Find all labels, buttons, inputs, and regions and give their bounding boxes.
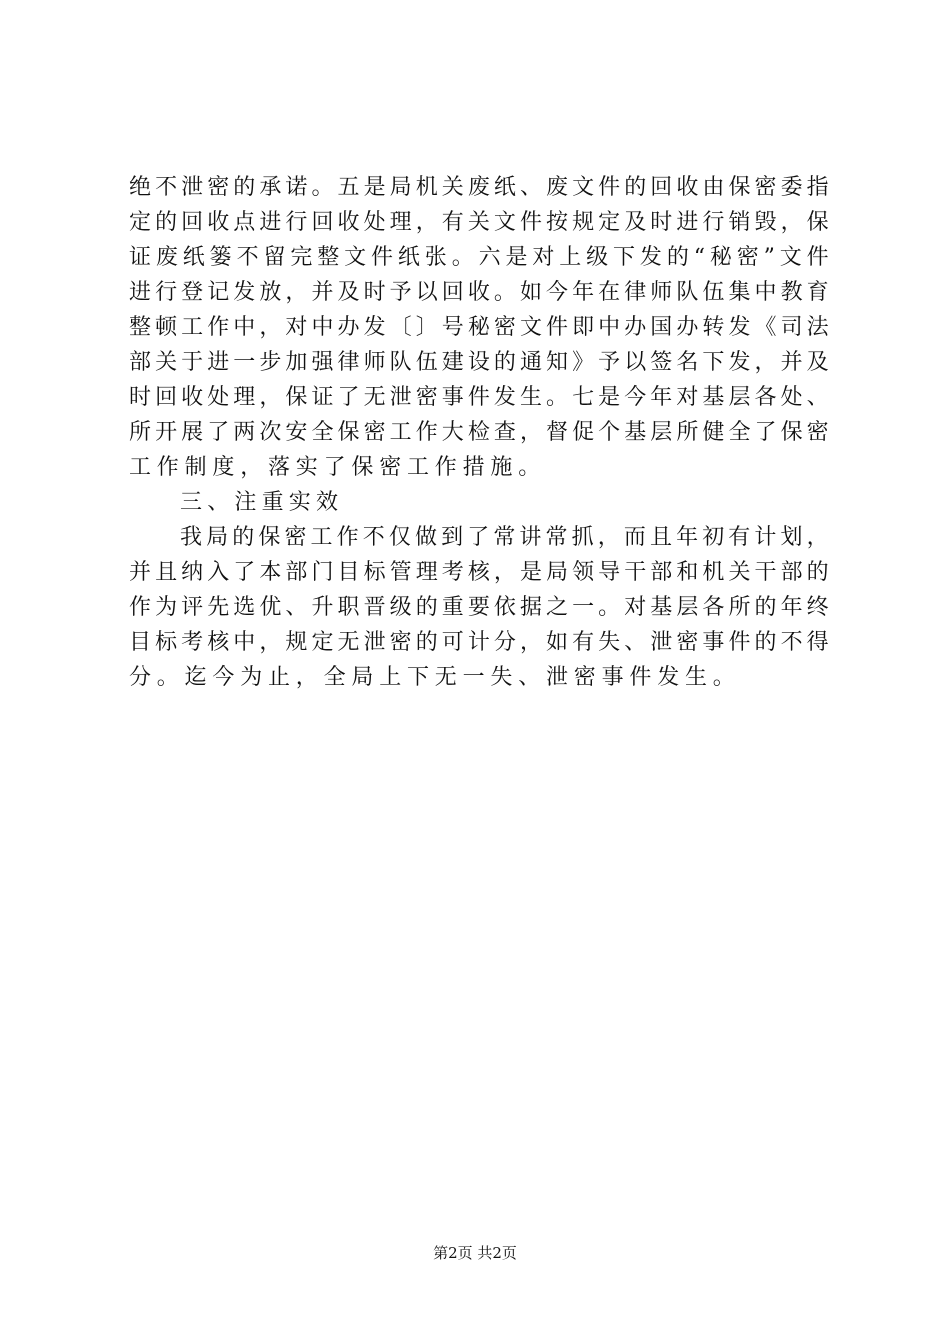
text-line: 目 标 考 核 中 ， 规 定 无 泄 密 的 可 计 分 ， 如 有 失 、 泄 密 事 件 的 不 得 [129, 630, 829, 655]
document-body [129, 170, 829, 695]
text-line: 时 回 收 处 理 ， 保 证 了 无 泄 密 事 件 发 生 。 七 是 今 年 对 基 层 各 处 、 [129, 385, 829, 410]
text-line: 分。迄今为止，全局上下无一失、泄密事件发生。 [129, 665, 741, 690]
text-line: 进 行 登 记 发 放 ， 并 及 时 予 以 回 收 。 如 今 年 在 律 师 队 伍 集 中 教 育 [129, 280, 829, 305]
text-line: 工作制度，落实了保密工作措施。 [129, 455, 547, 480]
text-line: 作 为 评 先 选 优 、 升 职 晋 级 的 重 要 依 据 之 一 。 对 基 层 各 所 的 年 终 [129, 595, 829, 620]
text-line: 我 局 的 保 密 工 作 不 仅 做 到 了 常 讲 常 抓 ， 而 且 年 初 有 计 划 ， [180, 525, 829, 550]
section-heading: 三、注重实效 [180, 490, 344, 515]
text-line: 定 的 回 收 点 进 行 回 收 处 理 ， 有 关 文 件 按 规 定 及 时 进 行 销 毁 ， 保 [129, 210, 829, 235]
page-footer: 第2页 共2页 [433, 1244, 517, 1262]
text-line: 整 顿 工 作 中 ， 对 中 办 发 〔 〕 号 秘 密 文 件 即 中 办 国 办 转 发 《 司 法 [129, 315, 829, 340]
text-line: 所 开 展 了 两 次 安 全 保 密 工 作 大 检 查 ， 督 促 个 基 层 所 健 全 了 保 密 [129, 420, 829, 445]
text-line: 证 废 纸 篓 不 留 完 整 文 件 纸 张 。 六 是 对 上 级 下 发 的 “ 秘 密 ” 文 件 [129, 245, 829, 270]
text-line: 并 且 纳 入 了 本 部 门 目 标 管 理 考 核 ， 是 局 领 导 干 部 和 机 关 干 部 的 [129, 560, 829, 585]
text-line: 绝 不 泄 密 的 承 诺 。 五 是 局 机 关 废 纸 、 废 文 件 的 回 收 由 保 密 委 指 [129, 175, 829, 200]
text-line: 部 关 于 进 一 步 加 强 律 师 队 伍 建 设 的 通 知 》 予 以 签 名 下 发 ， 并 及 [129, 350, 829, 375]
